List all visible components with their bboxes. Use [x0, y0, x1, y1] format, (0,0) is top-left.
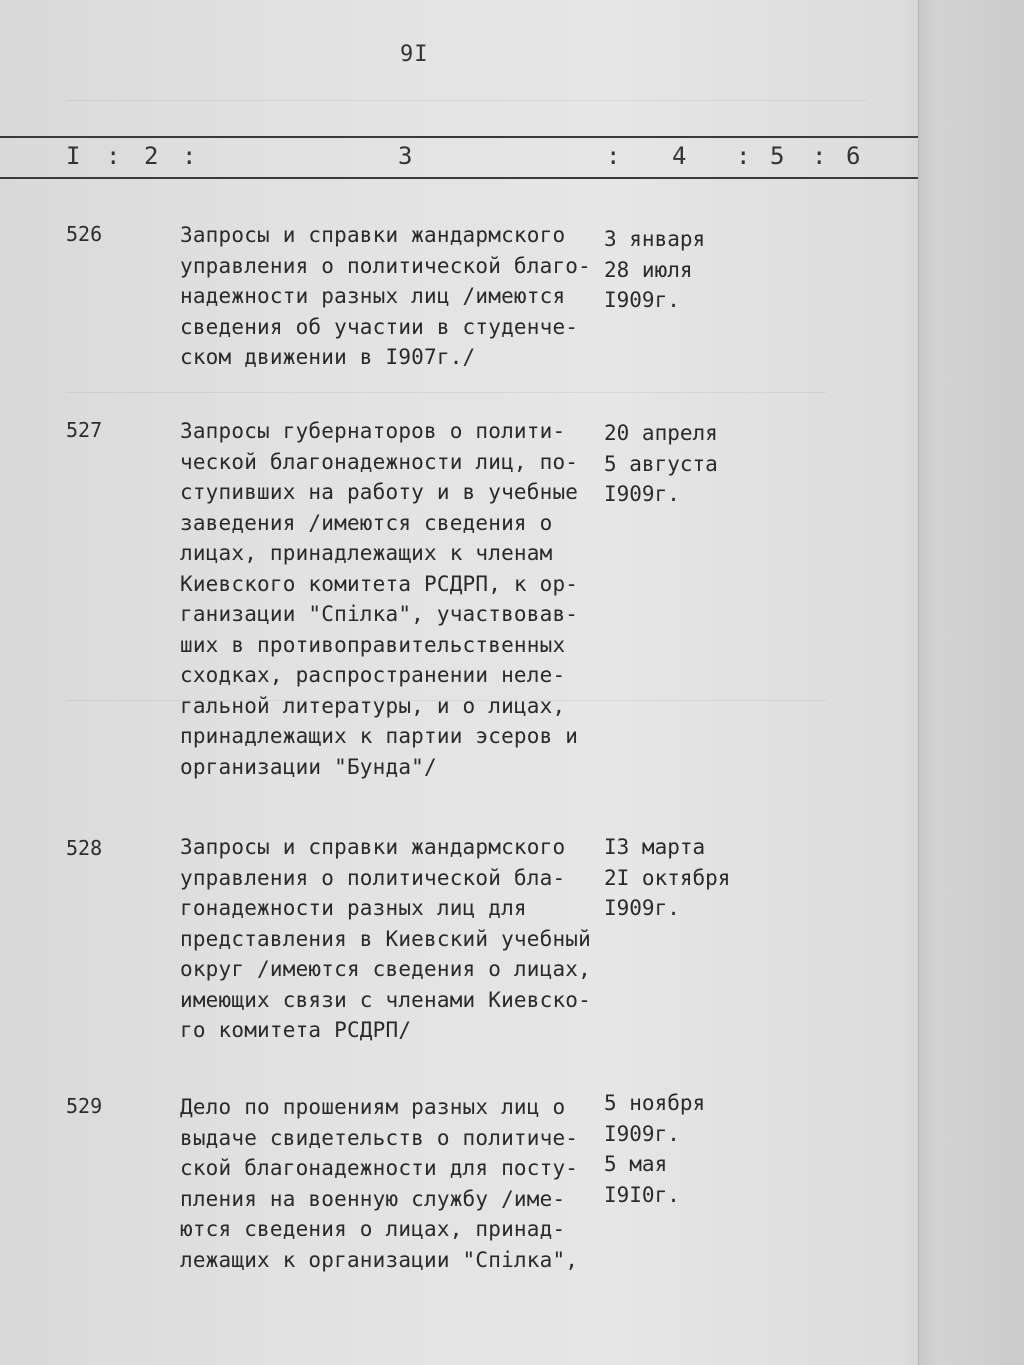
header-separator: :: [736, 142, 751, 170]
entry-description: Дело по прошениям разных лиц о выдаче свидетельств о политиче- ской благонадежности для посту- пления на военную службу /име- ются сведения о лицах, принад- лежащих к организации "Спiлка",: [180, 1095, 579, 1272]
header-separator: :: [182, 142, 197, 170]
entry-dates: [604, 1088, 744, 1210]
table-header: [0, 138, 918, 176]
entry-date: 28 июля: [604, 257, 693, 282]
header-col-6: 6: [846, 142, 861, 170]
entry-number: 529: [66, 1094, 103, 1118]
entry-number: 527: [66, 418, 103, 442]
entry-dates: [604, 224, 744, 316]
entry-date: I909г.: [604, 1121, 680, 1146]
header-col-3: 3: [398, 142, 413, 170]
entry-number: 526: [66, 222, 103, 246]
page-edge-strip: [918, 0, 1024, 1365]
entry-description: Запросы и справки жандармского управления о политической бла- гонадежности разных лиц для представления в Киевский учебный округ /имеются сведения о лицах, имеющих связи с членами Киевско- го комитета РСДРП/: [180, 835, 591, 1042]
entry-date: 2I октября: [604, 865, 731, 890]
entry-date: 5 ноября: [604, 1091, 706, 1115]
header-separator: :: [106, 142, 121, 170]
ghost-line: [66, 392, 826, 393]
entry-date: I909г.: [604, 896, 680, 920]
header-col-5: 5: [770, 142, 785, 170]
page-number: 9I: [400, 42, 429, 67]
header-separator: :: [606, 142, 621, 170]
header-col-1: I: [66, 142, 81, 170]
header-col-2: 2: [144, 142, 159, 170]
entry-date: I909г.: [604, 482, 680, 506]
entry-date: 3 января: [604, 227, 706, 251]
entry-dates: [604, 418, 744, 510]
header-bottom-rule: [0, 177, 918, 179]
entry-date: I9I0г.: [604, 1182, 680, 1207]
entry-date: I3 марта: [604, 835, 706, 859]
entry-date: I909г.: [604, 288, 680, 312]
entry-dates: [604, 832, 744, 924]
header-separator: :: [812, 142, 827, 170]
entry-description: Запросы губернаторов о полити- ческой благонадежности лиц, по- ступивших на работу и в учебные заведения /имеются сведения о лицах, принадлежащих к членам Киевского комитета РСДРП, к ор- ганизации "Спiлка", участвовав- ших в противоправительственных сходках, распространении неле- гальной литературы, и о лицах, принадлежащих к партии эсеров и организации "Бунда"/: [180, 419, 579, 779]
header-col-4: 4: [672, 142, 687, 170]
entry-date: 20 апреля: [604, 421, 718, 445]
entry-number: 528: [66, 836, 103, 860]
entry-description: Запросы и справки жандармского управления о политической благо- надежности разных лиц /имеются сведения об участии в студенче- ском движении в I907г./: [180, 223, 591, 369]
entry-date: 5 августа: [604, 451, 718, 476]
ghost-line: [66, 100, 866, 101]
entry-date: 5 мая: [604, 1152, 668, 1176]
